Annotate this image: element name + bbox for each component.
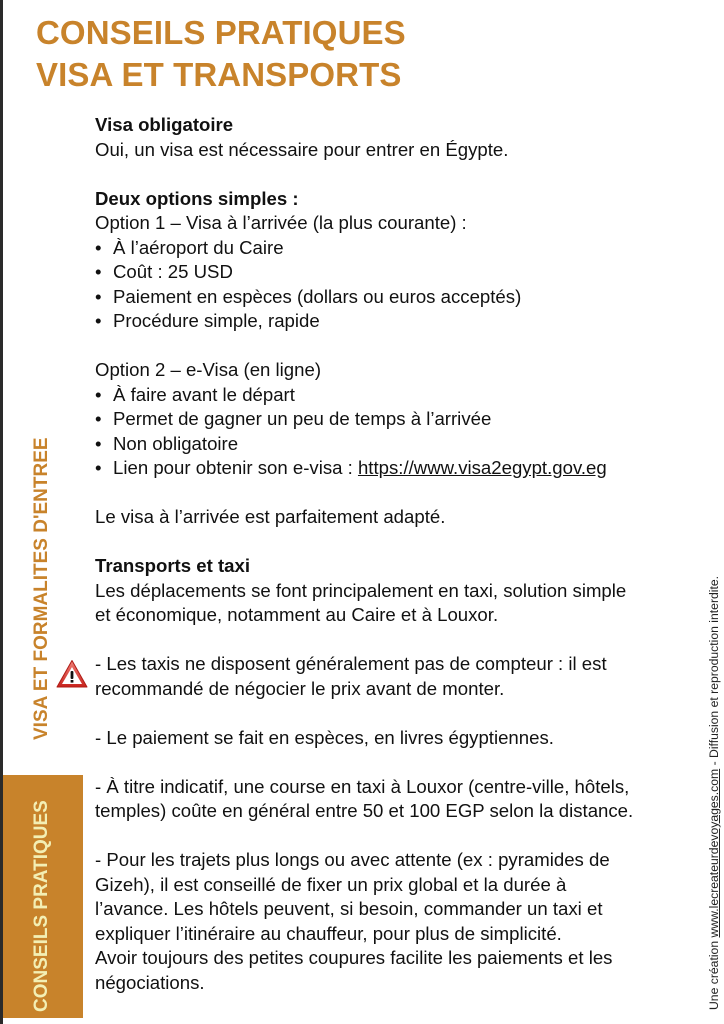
option1-title: Option 1 – Visa à l’arrivée (la plus courante) : bbox=[95, 212, 467, 233]
section-side-label: VISA ET FORMALITES D'ENTREE bbox=[31, 437, 52, 740]
tip-line: négociations. bbox=[95, 971, 205, 993]
tip-line: Avoir toujours des petites coupures facilite les paiements et les bbox=[95, 947, 613, 968]
tip-line: recommandé de négocier le prix avant de monter. bbox=[95, 677, 505, 699]
tip-line: - Le paiement se fait en espèces, en livres égyptiennes. bbox=[95, 726, 554, 748]
visa-heading: Visa obligatoire bbox=[95, 114, 234, 135]
category-side-label: CONSEILS PRATIQUES bbox=[31, 800, 52, 1012]
list-item: • Lien pour obtenir son e-visa : https://www.visa2egypt.gov.eg bbox=[95, 457, 607, 478]
copyright-credit: Une création www.lecreateurdevoyages.com - Diffusion et reproduction interdite. bbox=[707, 575, 721, 1010]
option2-title: Option 2 – e-Visa (en ligne) bbox=[95, 359, 322, 380]
list-item: • À faire avant le départ bbox=[95, 383, 295, 405]
tip-line: - À titre indicatif, une course en taxi à Louxor (centre-ville, hôtels, bbox=[95, 775, 630, 797]
title-line-1: CONSEILS PRATIQUES bbox=[36, 14, 406, 51]
visa-conclusion: Le visa à l’arrivée est parfaitement adapté. bbox=[95, 506, 446, 527]
transports-intro-line: Les déplacements se font principalement en taxi, solution simple bbox=[95, 579, 627, 601]
options-heading: Deux options simples : bbox=[95, 187, 299, 209]
main-content bbox=[95, 113, 705, 995]
tip-line: temples) coûte en général entre 50 et 100 EGP selon la distance. bbox=[95, 800, 634, 821]
tip-line: - Les taxis ne disposent généralement pas de compteur : il est bbox=[95, 653, 607, 674]
list-item: • Procédure simple, rapide bbox=[95, 310, 320, 331]
list-item: • À l’aéroport du Caire bbox=[95, 236, 284, 258]
tip-line: Gizeh), il est conseillé de fixer un prix global et la durée à bbox=[95, 873, 567, 895]
list-item: • Permet de gagner un peu de temps à l’arrivée bbox=[95, 408, 492, 429]
list-item: • Non obligatoire bbox=[95, 432, 239, 454]
transports-heading: Transports et taxi bbox=[95, 555, 250, 576]
tip-line: l’avance. Les hôtels peuvent, si besoin, commander un taxi et bbox=[95, 898, 603, 919]
credit-website-link[interactable]: www.lecreateurdevoyages.com bbox=[707, 768, 721, 938]
tip-line: expliquer l’itinéraire au chauffeur, pour plus de simplicité. bbox=[95, 922, 562, 944]
transports-intro-line: et économique, notamment au Caire et à Louxor. bbox=[95, 604, 499, 625]
tip-line: - Pour les trajets plus longs ou avec attente (ex : pyramides de bbox=[95, 849, 610, 870]
title-line-2: VISA ET TRANSPORTS bbox=[36, 56, 402, 93]
visa-intro: Oui, un visa est nécessaire pour entrer en Égypte. bbox=[95, 138, 509, 160]
evisa-link[interactable]: https://www.visa2egypt.gov.eg bbox=[357, 457, 607, 478]
page-title bbox=[36, 12, 406, 96]
list-item: • Paiement en espèces (dollars ou euros acceptés) bbox=[95, 285, 522, 307]
warning-triangle-icon bbox=[56, 659, 88, 689]
list-item: • Coût : 25 USD bbox=[95, 261, 233, 282]
